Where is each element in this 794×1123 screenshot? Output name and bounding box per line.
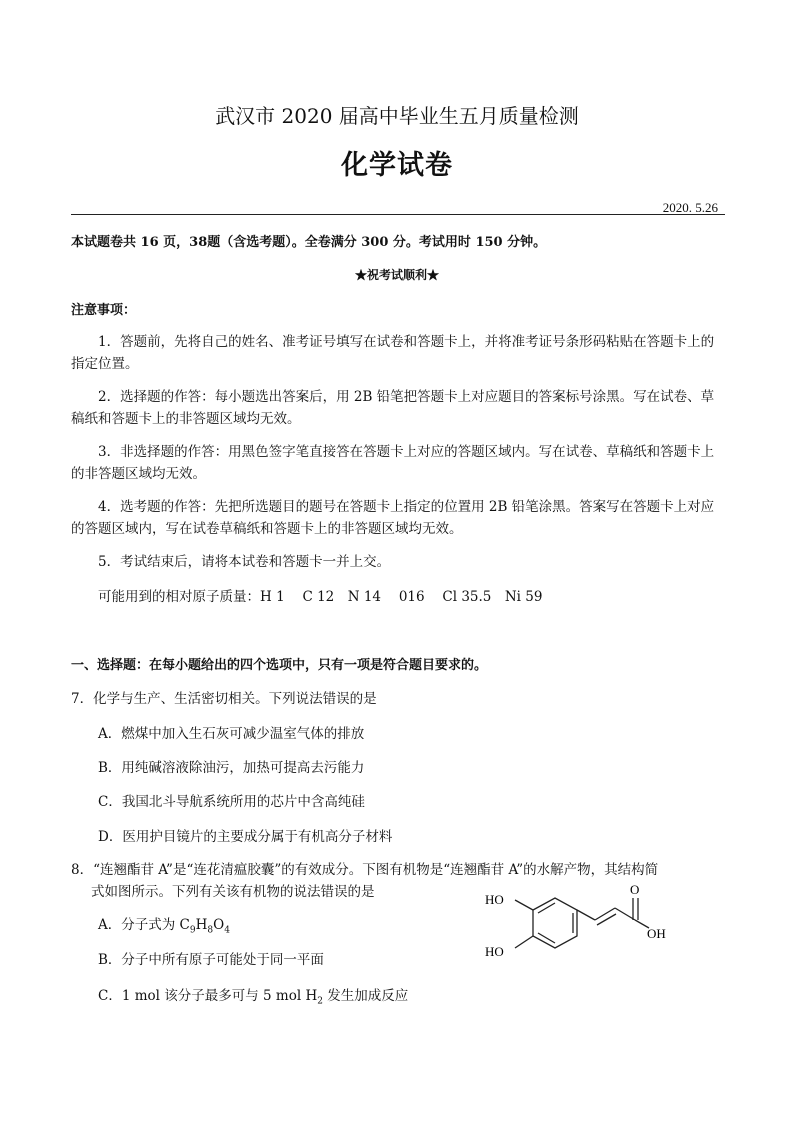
question-8-stem-line2: 式如图所示。下列有关该有机物的说法错误的是 bbox=[91, 884, 375, 900]
exam-title: 武汉市 2020 届高中毕业生五月质量检测 bbox=[215, 104, 579, 128]
section-heading: 一、选择题：在每小题给出的四个选项中，只有一项是符合题目要求的。 bbox=[71, 658, 488, 673]
subject-title: 化学试卷 bbox=[341, 150, 453, 181]
question-8-stem-line1: 8．“连翘酯苷 A”是“连花清瘟胶囊”的有效成分。下图有机物是“连翘酯苷 A”的水解产物，其结构简 bbox=[71, 862, 659, 878]
note-item-1: 1．答题前，先将自己的姓名、准考证号填写在试卷和答题卡上，并将准考证号条形码粘贴在答题卡上的指定位置。 bbox=[71, 334, 715, 372]
question-7-option-d: D．医用护目镜片的主要成分属于有机高分子材料 bbox=[98, 829, 393, 845]
exam-date: 2020. 5.26 bbox=[662, 200, 718, 215]
question-8-option-a: A．分子式为 $C_9H_8O_4$ bbox=[98, 917, 230, 936]
carbonyl-oxygen-label: O bbox=[630, 882, 640, 897]
note-item-5: 5．考试结束后，请将本试卷和答题卡一并上交。 bbox=[98, 554, 391, 570]
question-7-stem: 7．化学与生产、生活密切相关。下列说法错误的是 bbox=[71, 691, 377, 707]
notes-heading: 注意事项： bbox=[71, 303, 137, 318]
benzene-ring bbox=[533, 898, 577, 948]
atomic-masses: 可能用到的相对原子质量：H 1 C 12 N 14 016 Cl 35.5 Ni 59 bbox=[98, 589, 543, 605]
question-7-option-c: C．我国北斗导航系统所用的芯片中含高纯硅 bbox=[98, 794, 365, 810]
hydroxyl-top-label: HO bbox=[485, 892, 504, 907]
question-7-option-b: B．用纯碱溶液除油污，加热可提高去污能力 bbox=[98, 760, 365, 776]
note-item-4: 4．选考题的作答：先把所选题目的题号在答题卡上指定的位置用 2B 铅笔涂黑。答案写在答题卡上对应的答题区域内，写在试卷草稿纸和答题卡上的非答题区域均无效。 bbox=[71, 499, 715, 537]
note-item-3: 3．非选择题的作答：用黑色签字笔直接答在答题卡上对应的答题区域内。写在试卷、草稿纸和答题卡上的非答题区域均无效。 bbox=[71, 444, 715, 482]
carboxyl-hydroxyl-label: OH bbox=[647, 926, 666, 941]
header-rule bbox=[71, 214, 725, 215]
question-8-option-b: B．分子中所有原子可能处于同一平面 bbox=[98, 952, 324, 968]
exam-summary: 本试题卷共 16 页，38题（含选考题）。全卷满分 300 分。考试用时 150 分钟。 bbox=[71, 235, 547, 250]
question-7-option-a: A．燃煤中加入生石灰可减少温室气体的排放 bbox=[98, 726, 365, 742]
good-luck-banner: ★祝考试顺利★ bbox=[354, 268, 439, 282]
caffeic-acid-structure bbox=[475, 880, 675, 980]
hydroxyl-bottom-label: HO bbox=[485, 944, 504, 959]
question-8-option-c: C．1 mol 该分子最多可与 5 mol $H_2$ 发生加成反应 bbox=[98, 988, 409, 1007]
note-item-2: 2．选择题的作答：每小题选出答案后，用 2B 铅笔把答题卡上对应题目的答案标号涂黑。写在试卷、草稿纸和答题卡上的非答题区域均无效。 bbox=[71, 389, 715, 427]
